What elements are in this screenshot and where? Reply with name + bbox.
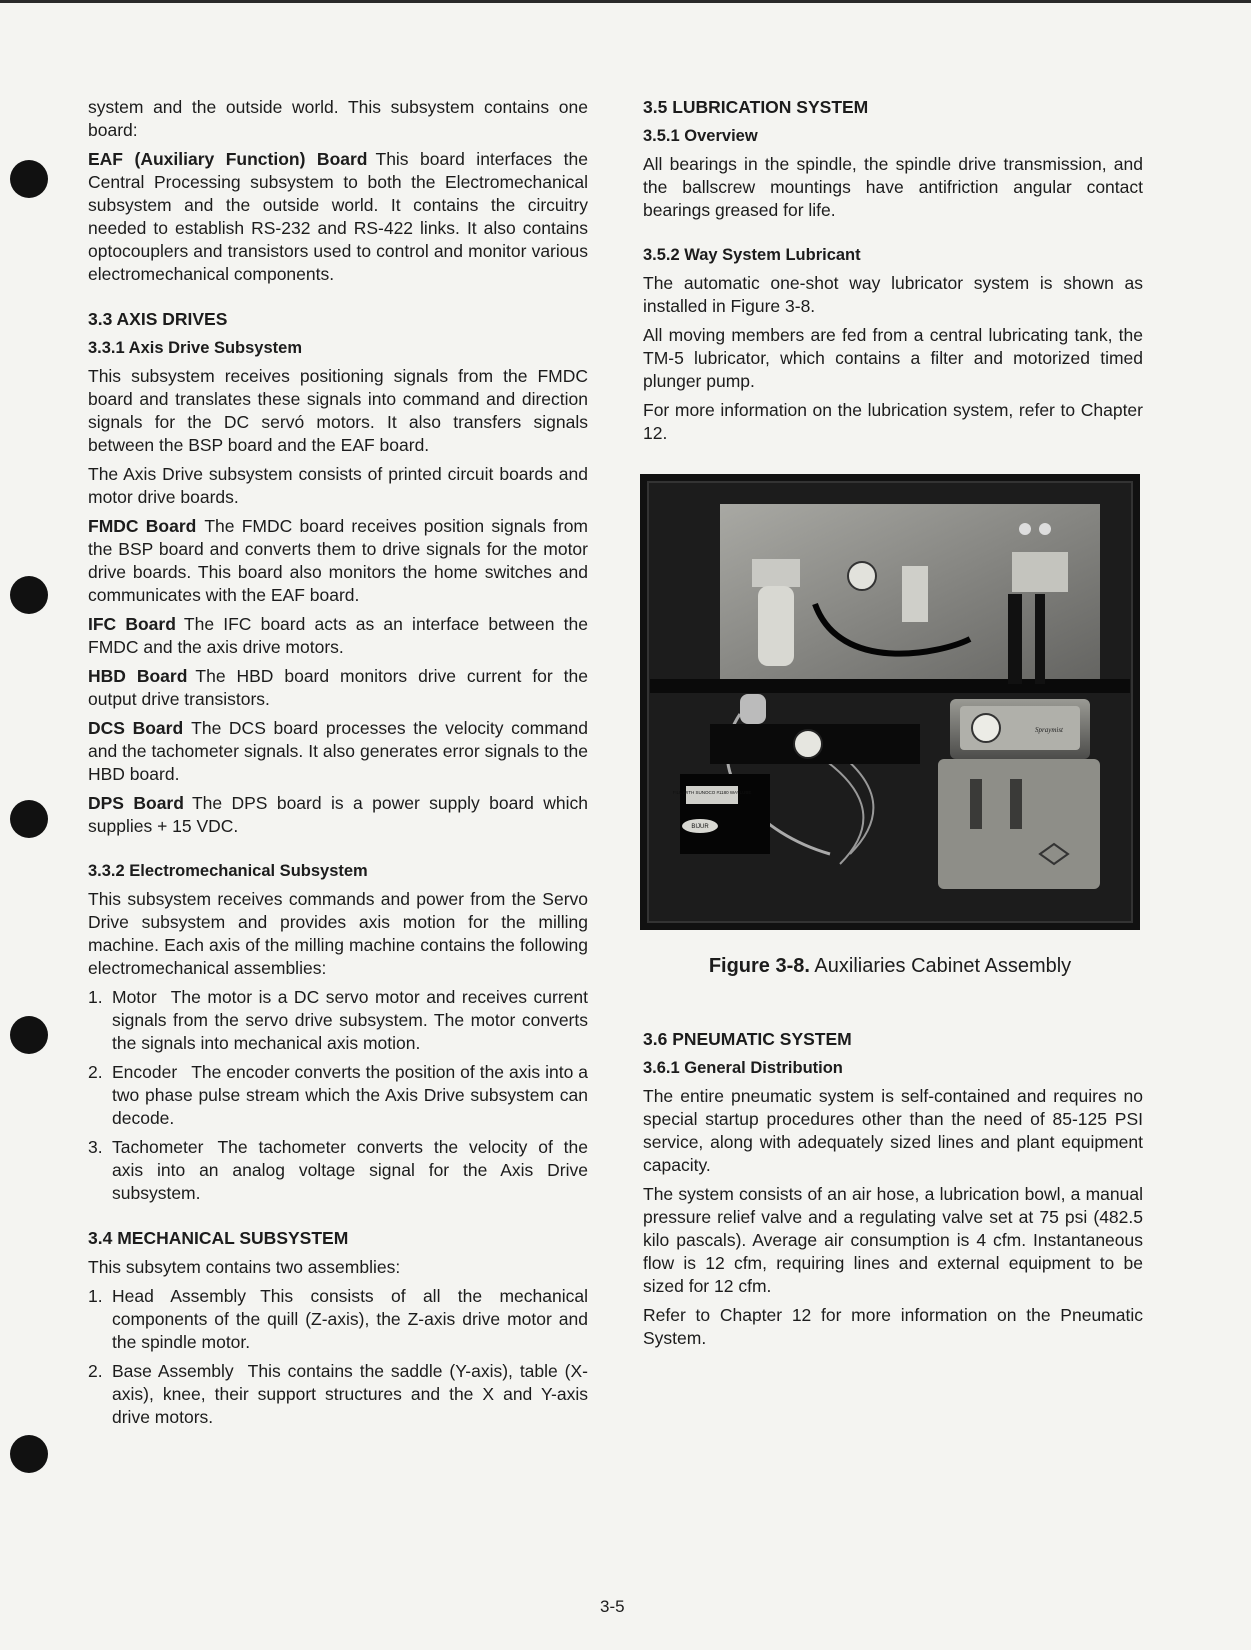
- list-item-text: The tachometer converts the velocity of the axis into an analog voltage signal for the Axis Drive subsystem.: [112, 1137, 588, 1203]
- photo-label-bijur: BIJUR: [691, 824, 709, 830]
- eaf-board-text: This board interfaces the Central Processing subsystem to both the Electromechanical subsystem and the outside world. It contains the circuitry needed to establish RS-232 and RS-422 links. It also contains optocouplers and transistors used to control and monitor various electromechanical components.: [88, 149, 588, 284]
- list-number: 2.: [88, 1062, 103, 1082]
- pneumatic-paragraph-2: The system consists of an air hose, a lubrication bowl, a manual pressure relief valve and a regulating valve set at 75 psi (482.5 kilo pascals). Average air consumption is 4 cfm. Instantaneous flow is 12 cfm, requiring lines and external equipment to be sized for 12 cfm.: [643, 1184, 1143, 1296]
- eaf-paragraph: [88, 148, 588, 286]
- dps-board-text: The DPS board is a power supply board which supplies + 15 VDC.: [88, 793, 589, 836]
- section-3-6-1-heading: 3.6.1 General Distribution: [643, 1059, 843, 1077]
- binder-hole: [10, 800, 48, 838]
- figure-label: Figure 3-8.: [708, 955, 810, 977]
- eaf-board-label: EAF (Auxiliary Function) Board: [88, 149, 368, 169]
- list-item-label: Encoder: [112, 1062, 178, 1082]
- overview-paragraph: All bearings in the spindle, the spindle drive transmission, and the ballscrew mountings have antifriction angular contact bearings greased for life.: [643, 154, 1143, 220]
- mechanical-list: [88, 1285, 588, 1429]
- list-item: [88, 1285, 588, 1354]
- list-item: [88, 1360, 588, 1429]
- list-number: 2.: [88, 1361, 103, 1381]
- section-3-4-heading: 3.4 MECHANICAL SUBSYSTEM: [88, 1228, 349, 1248]
- intro-paragraph: system and the outside world. This subsystem contains one board:: [88, 97, 588, 140]
- hbd-board-label: HBD Board: [88, 666, 188, 686]
- list-item-label: Head Assembly: [112, 1286, 247, 1306]
- list-item: [88, 986, 588, 1055]
- pneumatic-paragraph-3: Refer to Chapter 12 for more information on the Pneumatic System.: [643, 1305, 1143, 1348]
- ifc-paragraph: [88, 613, 588, 659]
- section-3-6-heading: 3.6 PNEUMATIC SYSTEM: [643, 1029, 852, 1049]
- dcs-paragraph: [88, 717, 588, 786]
- hbd-board-text: The HBD board monitors drive current for the output drive transistors.: [88, 666, 588, 709]
- section-3-5-1-heading: 3.5.1 Overview: [643, 127, 758, 145]
- fmdc-paragraph: [88, 515, 588, 607]
- list-item: [88, 1061, 588, 1130]
- list-number: 3.: [88, 1137, 103, 1157]
- ifc-board-label: IFC Board: [88, 614, 176, 634]
- left-column: [88, 96, 588, 1435]
- photo-label-spraymist: Spraymist: [1035, 726, 1063, 734]
- binder-hole: [10, 576, 48, 614]
- figure-3-8-photo: [640, 474, 1140, 930]
- binder-hole: [10, 160, 48, 198]
- binder-hole: [10, 1435, 48, 1473]
- list-item-label: Tachometer: [112, 1137, 204, 1157]
- figure-caption-text: Auxiliaries Cabinet Assembly: [814, 955, 1072, 977]
- right-column: [643, 96, 1143, 451]
- way-lubricant-paragraph-3: For more information on the lubrication system, refer to Chapter 12.: [643, 400, 1143, 443]
- electromechanical-paragraph: This subsystem receives commands and power from the Servo Drive subsystem and provides axis motion for the milling machine. Each axis of the milling machine contains the following electromechanical assemblies:: [88, 889, 588, 978]
- section-3-5-heading: 3.5 LUBRICATION SYSTEM: [643, 97, 869, 117]
- fmdc-board-text: The FMDC board receives position signals from the BSP board and converts them to drive signals for the motor drive boards. This board also monitors the home switches and communicates with the EAF board.: [88, 516, 589, 605]
- dcs-board-label: DCS Board: [88, 718, 184, 738]
- list-item-text: This contains the saddle (Y-axis), table (X-axis), knee, their support structures and the X and Y-axis drive motors.: [112, 1361, 588, 1427]
- way-lubricant-paragraph-2: All moving members are fed from a central lubricating tank, the TM-5 lubricator, which contains a filter and motorized timed plunger pump.: [643, 325, 1143, 391]
- list-item-text: The motor is a DC servo motor and receives current signals from the servo drive subsystem. The motor converts the signals into mechanical axis motion.: [112, 987, 588, 1053]
- axis-drive-paragraph-1: This subsystem receives positioning signals from the FMDC board and translates these signals into command and direction signals for the DC servó motors. It also transfers signals between the BSP board and the EAF board.: [88, 366, 588, 455]
- binder-hole: [10, 1016, 48, 1054]
- list-item-label: Base Assembly: [112, 1361, 234, 1381]
- page-top-edge: [0, 0, 1251, 3]
- cabinet-photo-illustration: [640, 474, 1140, 930]
- mechanical-paragraph: This subsytem contains two assemblies:: [88, 1257, 401, 1277]
- list-item-text: This consists of all the mechanical components of the quill (Z-axis), the Z-axis drive motor and the spindle motor.: [112, 1286, 588, 1352]
- list-item: [88, 1136, 588, 1205]
- list-number: 1.: [88, 987, 103, 1007]
- section-3-3-1-heading: 3.3.1 Axis Drive Subsystem: [88, 339, 303, 357]
- fmdc-board-label: FMDC Board: [88, 516, 197, 536]
- page-number: 3-5: [600, 1597, 625, 1616]
- dcs-board-text: The DCS board processes the velocity command and the tachometer signals. It also generates error signals to the HBD board.: [88, 718, 589, 784]
- section-3-3-2-heading: 3.3.2 Electromechanical Subsystem: [88, 862, 368, 880]
- axis-drive-paragraph-2: The Axis Drive subsystem consists of printed circuit boards and motor drive boards.: [88, 464, 588, 507]
- electromechanical-list: [88, 986, 588, 1205]
- ifc-board-text: The IFC board acts as an interface between the FMDC and the axis drive motors.: [88, 614, 588, 657]
- dps-paragraph: [88, 792, 588, 838]
- section-3-5-2-heading: 3.5.2 Way System Lubricant: [643, 246, 861, 264]
- hbd-paragraph: [88, 665, 588, 711]
- list-item-text: The encoder converts the position of the axis into a two phase pulse stream which the Axis Drive subsystem can decode.: [112, 1062, 588, 1128]
- dps-board-label: DPS Board: [88, 793, 184, 813]
- figure-caption: [640, 955, 1140, 978]
- pneumatic-paragraph-1: The entire pneumatic system is self-contained and requires no special startup procedures other than the need of 85-125 PSI service, along with adequately sized lines and plant equipment capacity.: [643, 1086, 1143, 1175]
- section-3-3-heading: 3.3 AXIS DRIVES: [88, 309, 228, 329]
- photo-label-fill: FILL WITH SUNOCO #1180 WAYLUBE: [672, 790, 752, 795]
- list-number: 1.: [88, 1286, 103, 1306]
- list-item-label: Motor: [112, 987, 157, 1007]
- right-column-lower: [643, 1028, 1143, 1356]
- way-lubricant-paragraph-1: The automatic one-shot way lubricator system is shown as installed in Figure 3-8.: [643, 273, 1143, 316]
